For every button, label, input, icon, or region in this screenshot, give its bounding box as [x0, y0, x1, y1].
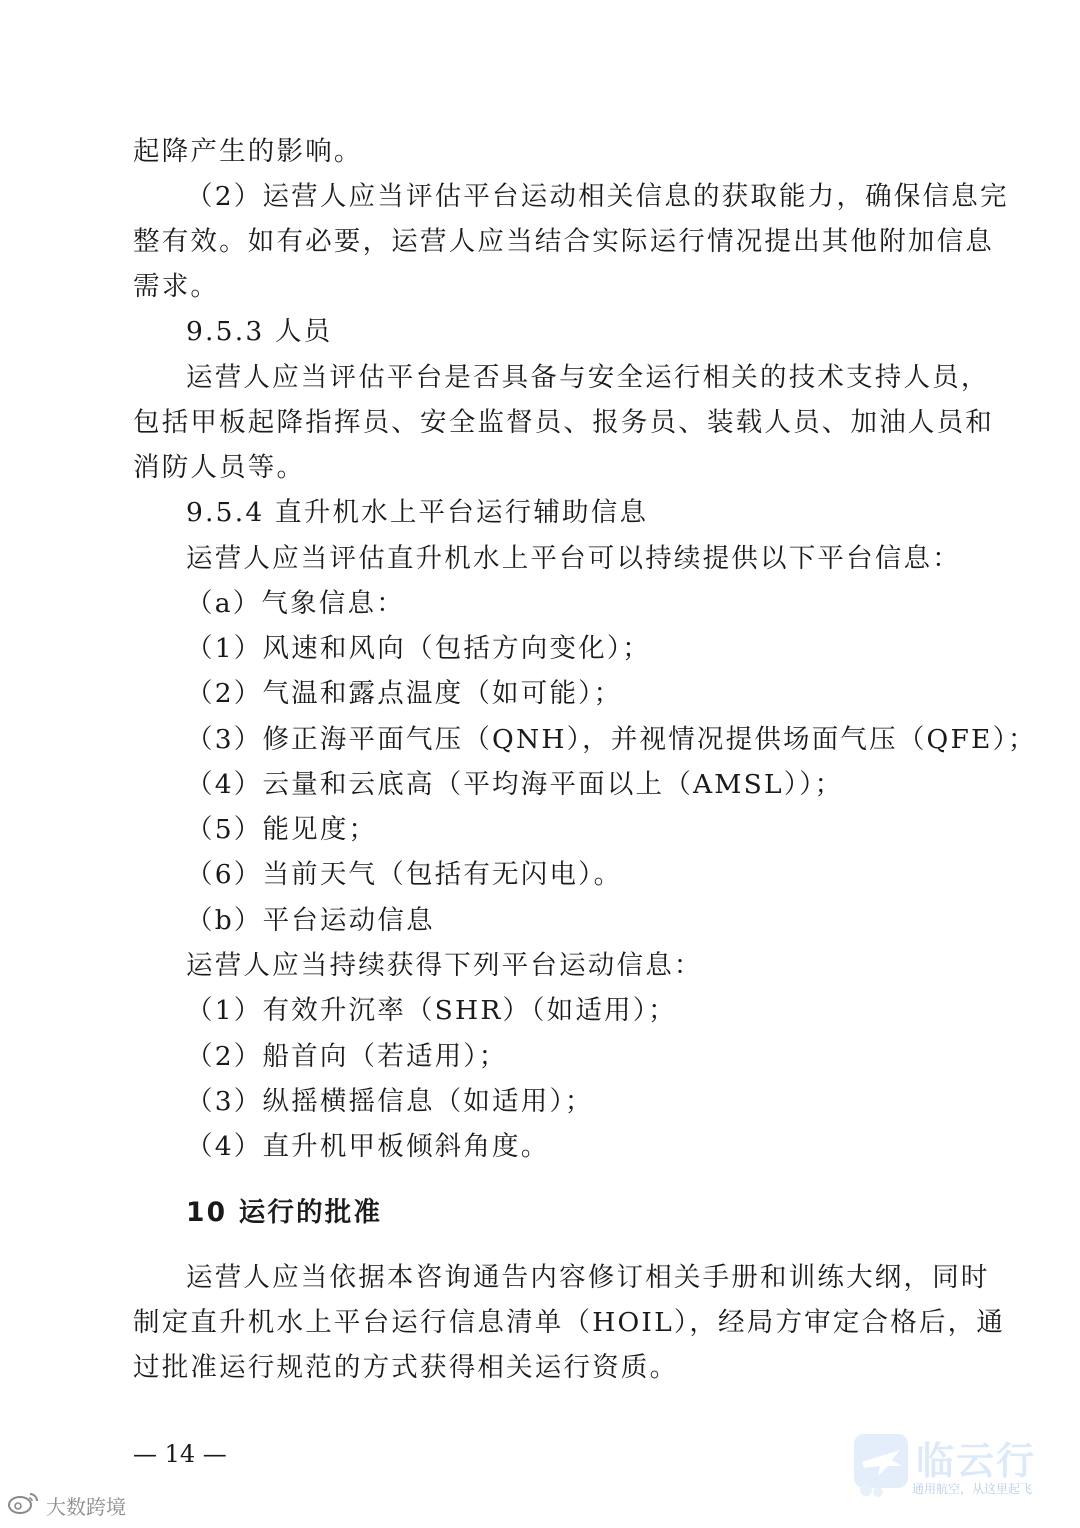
- body-line: 消防人员等。: [133, 452, 306, 483]
- list-item: （3）纵摇横摇信息（如适用）；: [186, 1086, 594, 1117]
- watermark-left-text: 大数跨境: [46, 1494, 126, 1519]
- body-line: 制定直升机水上平台运行信息清单（HOIL），经局方审定合格后，通: [133, 1307, 1006, 1338]
- body-line: 整有效。如有必要，运营人应当结合实际运行情况提出其他附加信息: [133, 226, 994, 257]
- list-item: （4）云量和云底高（平均海平面以上（AMSL））；: [186, 769, 844, 800]
- body-line: 运营人应当评估直升机水上平台可以持续提供以下平台信息：: [186, 543, 961, 574]
- section-heading: 9.5.3 人员: [186, 316, 333, 347]
- list-item: （3）修正海平面气压（QNH），并视情况提供场面气压（QFE）；: [186, 724, 1037, 755]
- list-item: （a）气象信息：: [186, 588, 405, 619]
- chapter-heading: 10 运行的批准: [186, 1197, 383, 1228]
- watermark-slogan: 通用航空，从这里起飞: [912, 1482, 1033, 1496]
- body-line: 起降产生的影响。: [133, 136, 363, 167]
- list-item: （5）能见度；: [186, 814, 378, 845]
- watermark-left: [6, 1490, 126, 1520]
- airplane-icon: [852, 1432, 910, 1502]
- list-item: （2）气温和露点温度（如可能）；: [186, 678, 623, 709]
- list-item: （6）当前天气（包括有无闪电）。: [186, 859, 623, 890]
- body-line: 运营人应当依据本咨询通告内容修订相关手册和训练大纲，同时: [186, 1262, 990, 1293]
- watermark-right: [852, 1428, 1052, 1504]
- watermark-brand: 临云行: [916, 1439, 1037, 1483]
- body-line: 过批准运行规范的方式获得相关运行资质。: [133, 1352, 679, 1383]
- body-line: 运营人应当评估平台是否具备与安全运行相关的技术支持人员，: [186, 362, 990, 393]
- list-item: （1）风速和风向（包括方向变化）；: [186, 633, 652, 664]
- list-item: （4）直升机甲板倾斜角度。: [186, 1131, 550, 1162]
- list-item: （b）平台运动信息: [186, 905, 435, 936]
- list-item: （1）有效升沉率（SHR）（如适用）；: [186, 995, 677, 1026]
- weibo-icon: [6, 1490, 40, 1521]
- body-line: 运营人应当持续获得下列平台运动信息：: [186, 950, 703, 981]
- body-line: 需求。: [133, 271, 220, 302]
- body-line: （2）运营人应当评估平台运动相关信息的获取能力，确保信息完: [186, 181, 1009, 212]
- section-heading: 9.5.4 直升机水上平台运行辅助信息: [186, 497, 649, 528]
- page-number: — 14 —: [133, 1440, 227, 1468]
- body-line: 包括甲板起降指挥员、安全监督员、报务员、装载人员、加油人员和: [133, 407, 994, 438]
- list-item: （2）船首向（若适用）；: [186, 1041, 508, 1072]
